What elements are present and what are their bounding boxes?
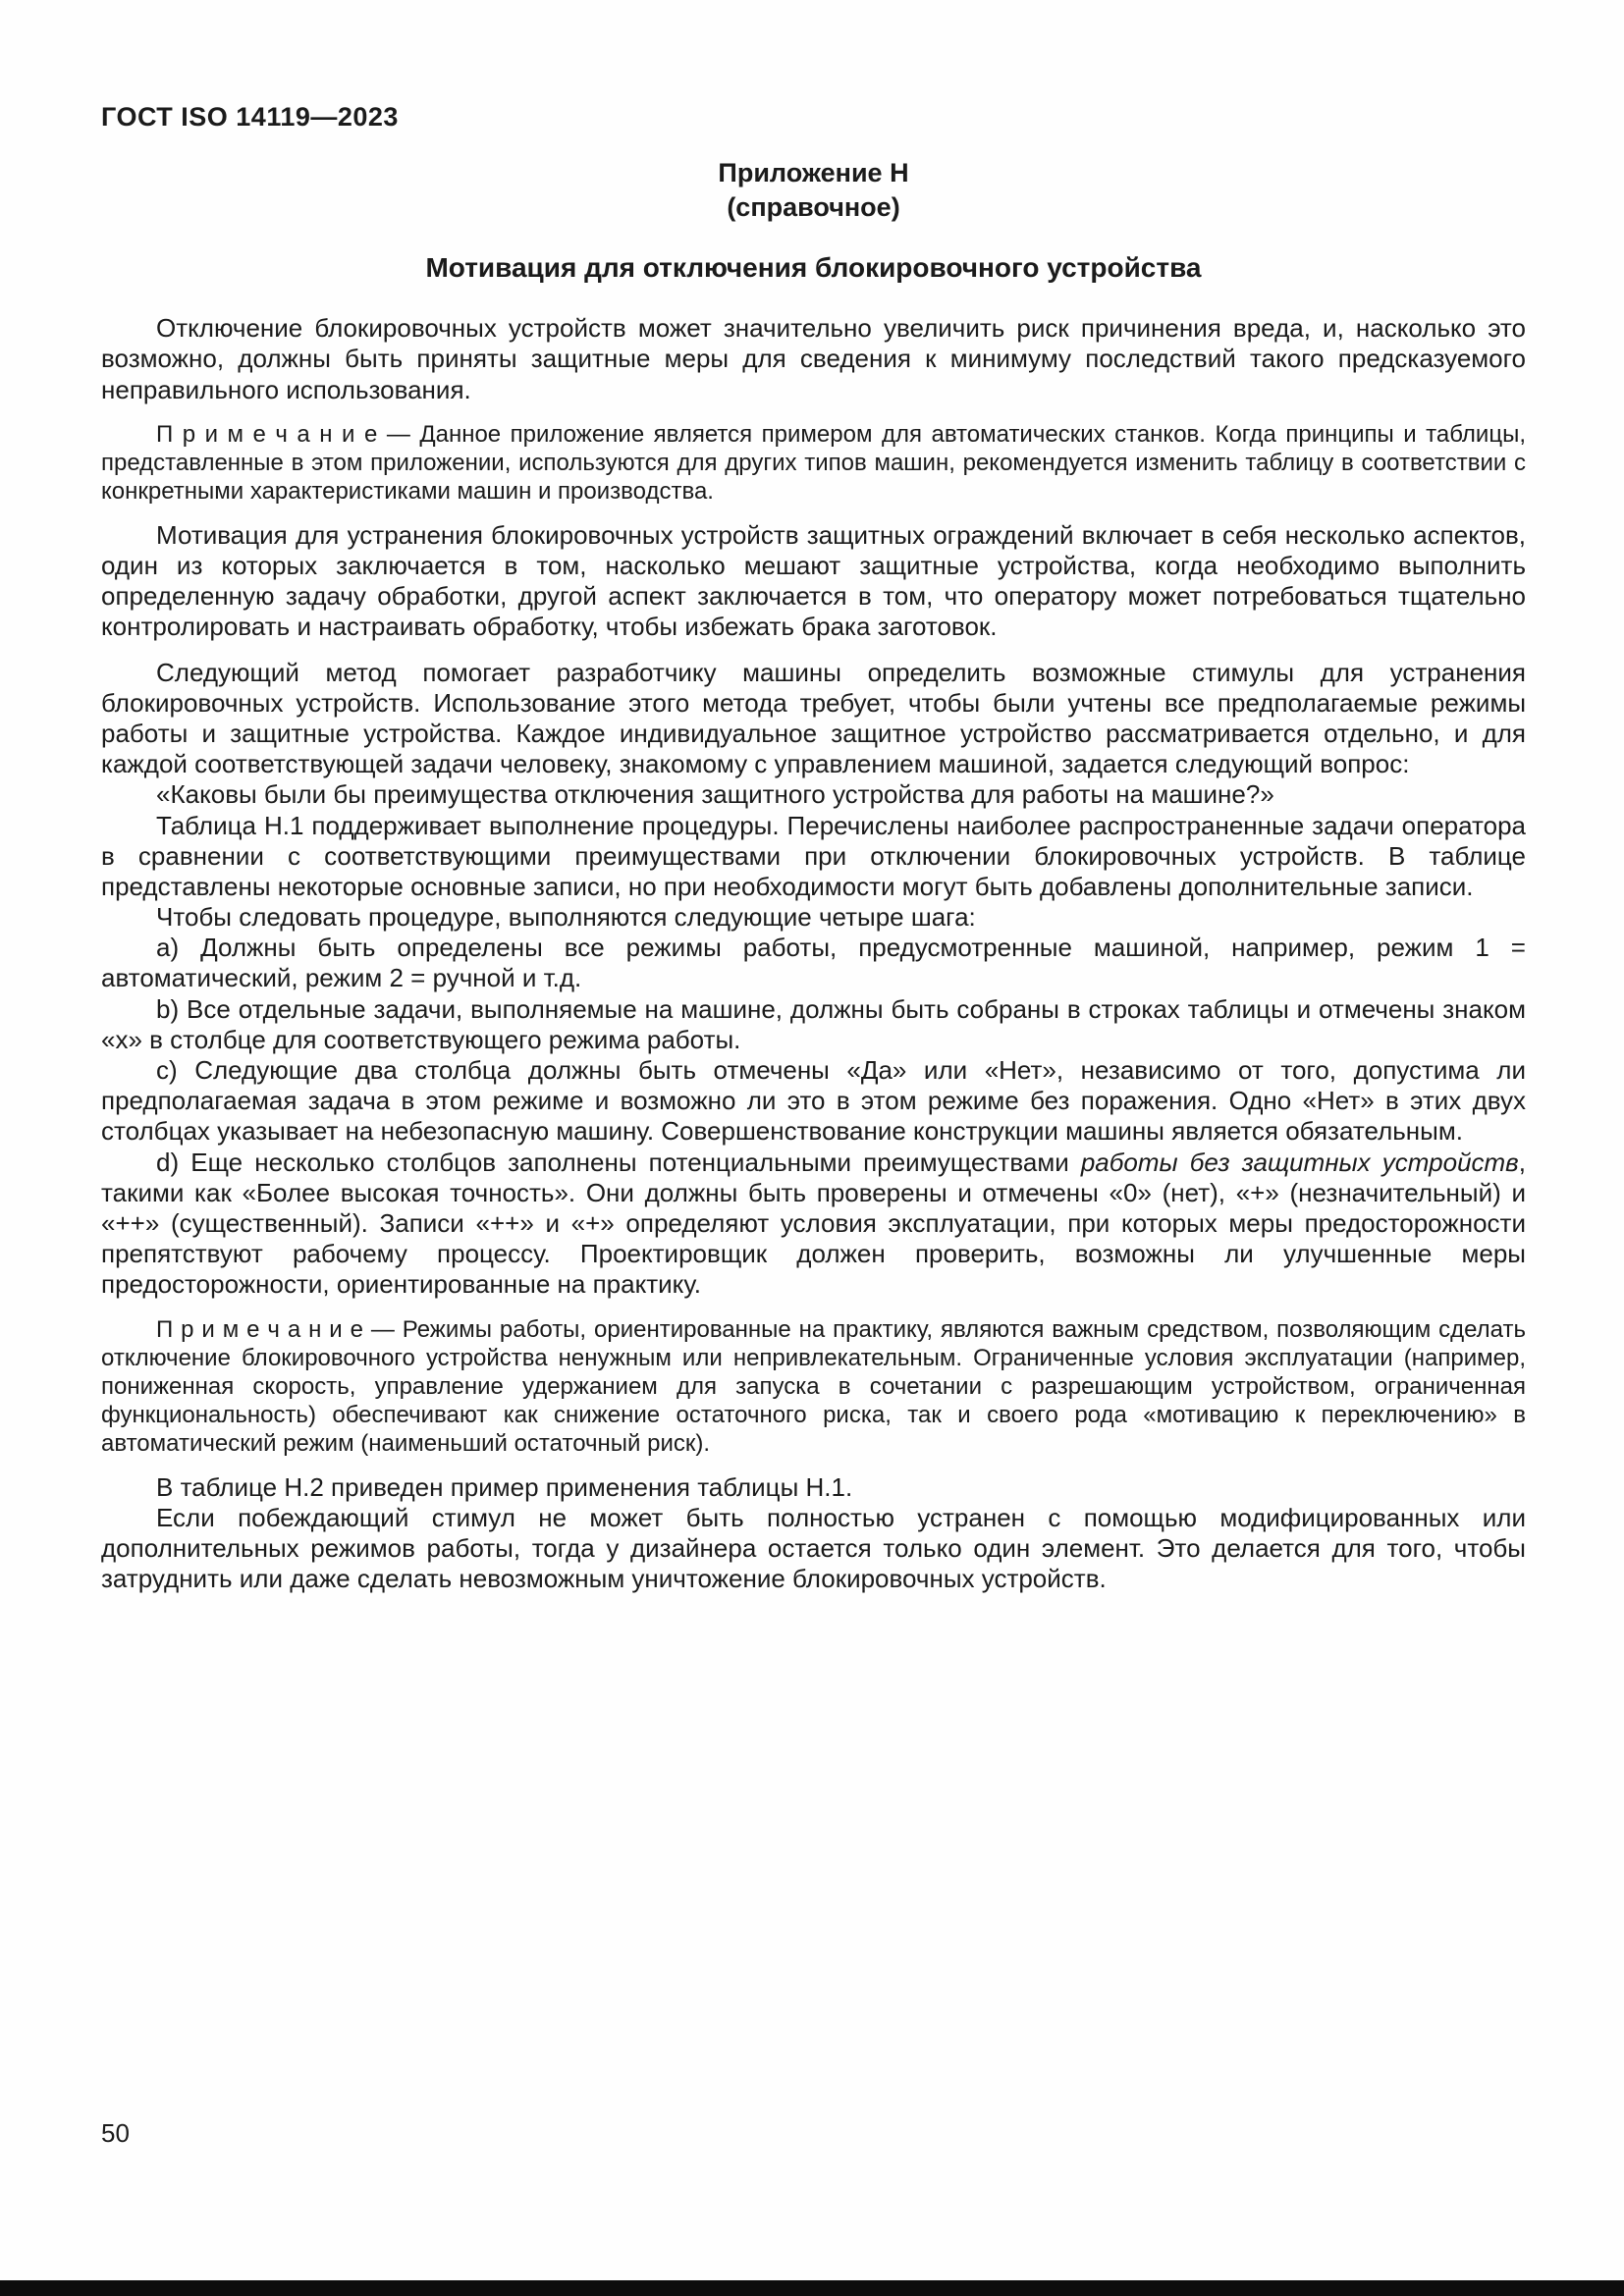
section-title: Мотивация для отключения блокировочного устройства: [425, 252, 1202, 284]
document-body: [101, 313, 1526, 1594]
appendix-kind: (справочное): [727, 192, 900, 223]
paragraph-motivation: Мотивация для устранения блокировочных устройств защитных ограждений включает в себя несколько аспектов, один из которых заключается в том, насколько мешают защитные устройства, когда необходимо выполнить определенную задачу обработки, другой аспект заключается в том, что оператору может потребоваться тщательно контролировать и настраивать обработку, чтобы избежать брака заготовок.: [101, 519, 1526, 642]
list-item-a: a) Должны быть определены все режимы работы, предусмотренные машиной, например, режим 1 = автоматический, режим 2 = ручной и т.д.: [101, 933, 1526, 993]
paragraph-steps-intro: Чтобы следовать процедуре, выполняются следующие четыре шага:: [156, 902, 976, 933]
list-item-b: b) Все отдельные задачи, выполняемые на машине, должны быть собраны в строках таблицы и отмечены знаком «х» в столбце для соответствующего режима работы.: [101, 993, 1526, 1054]
list-item-d-text-pre: d) Еще несколько столбцов заполнены потенциальными преимуществами: [156, 1147, 1081, 1177]
page-number: 50: [101, 2118, 130, 2148]
list-item-d-text-post: , такими как «Более высокая точность». Они должны быть проверены и отмечены «0» (нет), «+» (незначительный) и «++» (существенный). Записи «++» и «+» определяют условия эксплуатации, при которых меры предосторожности препятствуют рабочему процессу. Проектировщик должен проверить, возможны ли улучшенные меры предосторожности, ориентированные на практику.: [101, 1147, 1526, 1300]
paragraph-method: Следующий метод помогает разработчику машины определить возможные стимулы для устранения блокировочных устройств. Использование этого метода требует, чтобы были учтены все предполагаемые режимы работы и защитные устройства. Каждое индивидуальное защитное устройство рассматривается отдельно, и для каждой соответствующей задачи человеку, знакомому с управлением машиной, задается следующий вопрос:: [101, 657, 1526, 779]
paragraph-table-h1: Таблица Н.1 поддерживает выполнение процедуры. Перечислены наиболее распространенные задачи оператора в сравнении с соответствующими преимуществами при отключении блокировочных устройств. В таблице представлены некоторые основные записи, но при необходимости могут быть добавлены дополнительные записи.: [101, 810, 1526, 901]
list-item-d: [101, 1148, 1526, 1301]
paragraph-intro: Отключение блокировочных устройств может значительно увеличить риск причинения вреда, и, насколько это возможно, должны быть приняты защитные меры для сведения к минимуму последствий такого предсказуемого неправильного использования.: [101, 313, 1526, 404]
scan-edge-bar: [0, 2280, 1624, 2296]
list-item-c: c) Следующие два столбца должны быть отмечены «Да» или «Нет», независимо от того, допустима ли предполагаемая задача в этом режиме и возможно ли это в этом режиме без поражения. Одно «Нет» в этих двух столбцах указывает на небезопасную машину. Совершенствование конструкции машины является обязательным.: [101, 1055, 1526, 1147]
doc-number-header: ГОСТ ISO 14119—2023: [101, 102, 399, 132]
list-item-d-italic-phrase: работы без защитных устройств: [1080, 1147, 1519, 1177]
question-quote: «Каковы были бы преимущества отключения защитного устройства для работы на машине?»: [156, 779, 1274, 810]
paragraph-table-h2: В таблице Н.2 приведен пример применения таблицы Н.1.: [156, 1471, 853, 1502]
paragraph-final: Если побеждающий стимул не может быть полностью устранен с помощью модифицированных или дополнительных режимов работы, тогда у дизайнера остается только один элемент. Это делается для того, чтобы затруднить или даже сделать невозможным уничтожение блокировочных устройств.: [101, 1502, 1526, 1594]
appendix-heading: [101, 156, 1526, 225]
note-1: П р и м е ч а н и е — Данное приложение является примером для автоматических станков. Когда принципы и таблицы, представленные в этом приложении, используются для других типов машин, рекомендуется изменить таблицу в соответствии с конкретными характеристиками машин и производства.: [101, 420, 1526, 505]
note-2: П р и м е ч а н и е — Режимы работы, ориентированные на практику, являются важным средством, позволяющим сделать отключение блокировочного устройства ненужным или непривлекательным. Ограниченные условия эксплуатации (например, пониженная скорость, управление удержанием для запуска в сочетании с разрешающим устройством, ограниченная функциональность) обеспечивают как снижение остаточного риска, так и своего рода «мотивацию к переключению» в автоматический режим (наименьший остаточный риск).: [101, 1315, 1526, 1457]
appendix-label: Приложение Н: [718, 158, 909, 187]
